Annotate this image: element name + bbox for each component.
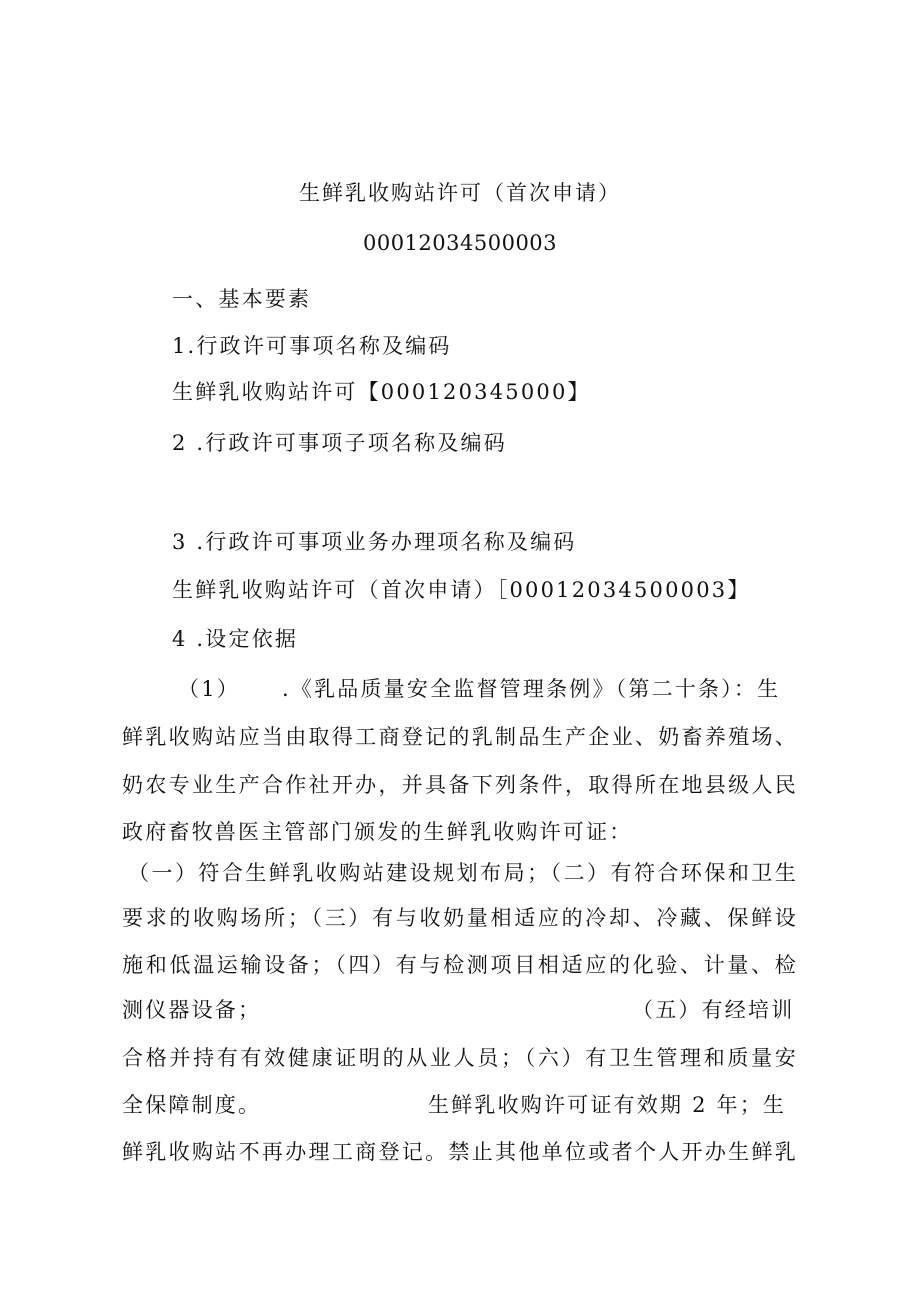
basis-p1-label: （1）	[178, 677, 240, 701]
basis-p2-line4b: （五）有经培训	[632, 998, 795, 1022]
basis-p2-line6b: 生鲜乳收购许可证有效期 2 年；生	[428, 1093, 787, 1117]
basis-p1-line1: .《乳品质量安全监督管理条例》（第二十条）：生	[282, 677, 781, 701]
basis-p2-line5: 合格并持有有效健康证明的从业人员；（六）有卫生管理和质量安	[122, 1046, 798, 1070]
item1-value: 生鲜乳收购站许可【000120345000】	[172, 380, 591, 404]
basis-p2-line7: 鲜乳收购站不再办理工商登记。禁止其他单位或者个人开办生鲜乳	[122, 1140, 798, 1164]
basis-p2-line1: （一）符合生鲜乳收购站建设规划布局；（二）有符合环保和卫生	[128, 861, 798, 885]
basis-p1-line2: 鲜乳收购站应当由取得工商登记的乳制品生产企业、奶畜养殖场、	[122, 725, 798, 749]
item1-heading: 1.行政许可事项名称及编码	[172, 334, 452, 358]
item4-heading: 4 .设定依据	[172, 627, 299, 651]
basis-p1-line3: 奶农专业生产合作社开办，并具备下列条件，取得所在地县级人民	[122, 773, 798, 797]
item3-heading: 3 .行政许可事项业务办理项名称及编码	[172, 530, 577, 554]
basis-p2-line6a: 全保障制度。	[122, 1093, 262, 1117]
basis-p2-line3: 施和低温运输设备；（四）有与检测项目相适应的化验、计量、检	[122, 953, 798, 977]
document-title: 生鲜乳收购站许可（首次申请）	[299, 181, 621, 205]
basis-p2-line4a: 测仪器设备；	[122, 998, 262, 1022]
item3-value: 生鲜乳收购站许可（首次申请）［00012034500003】	[172, 578, 751, 602]
item2-heading: 2 .行政许可事项子项名称及编码	[172, 431, 507, 455]
section-heading: 一、基本要素	[172, 287, 312, 311]
document-code: 00012034500003	[362, 231, 558, 255]
basis-p2-line2: 要求的收购场所；（三）有与收奶量相适应的冷却、冷藏、保鲜设	[122, 906, 798, 930]
basis-p1-line4: 政府畜牧兽医主管部门颁发的生鲜乳收购许可证：	[122, 820, 633, 844]
